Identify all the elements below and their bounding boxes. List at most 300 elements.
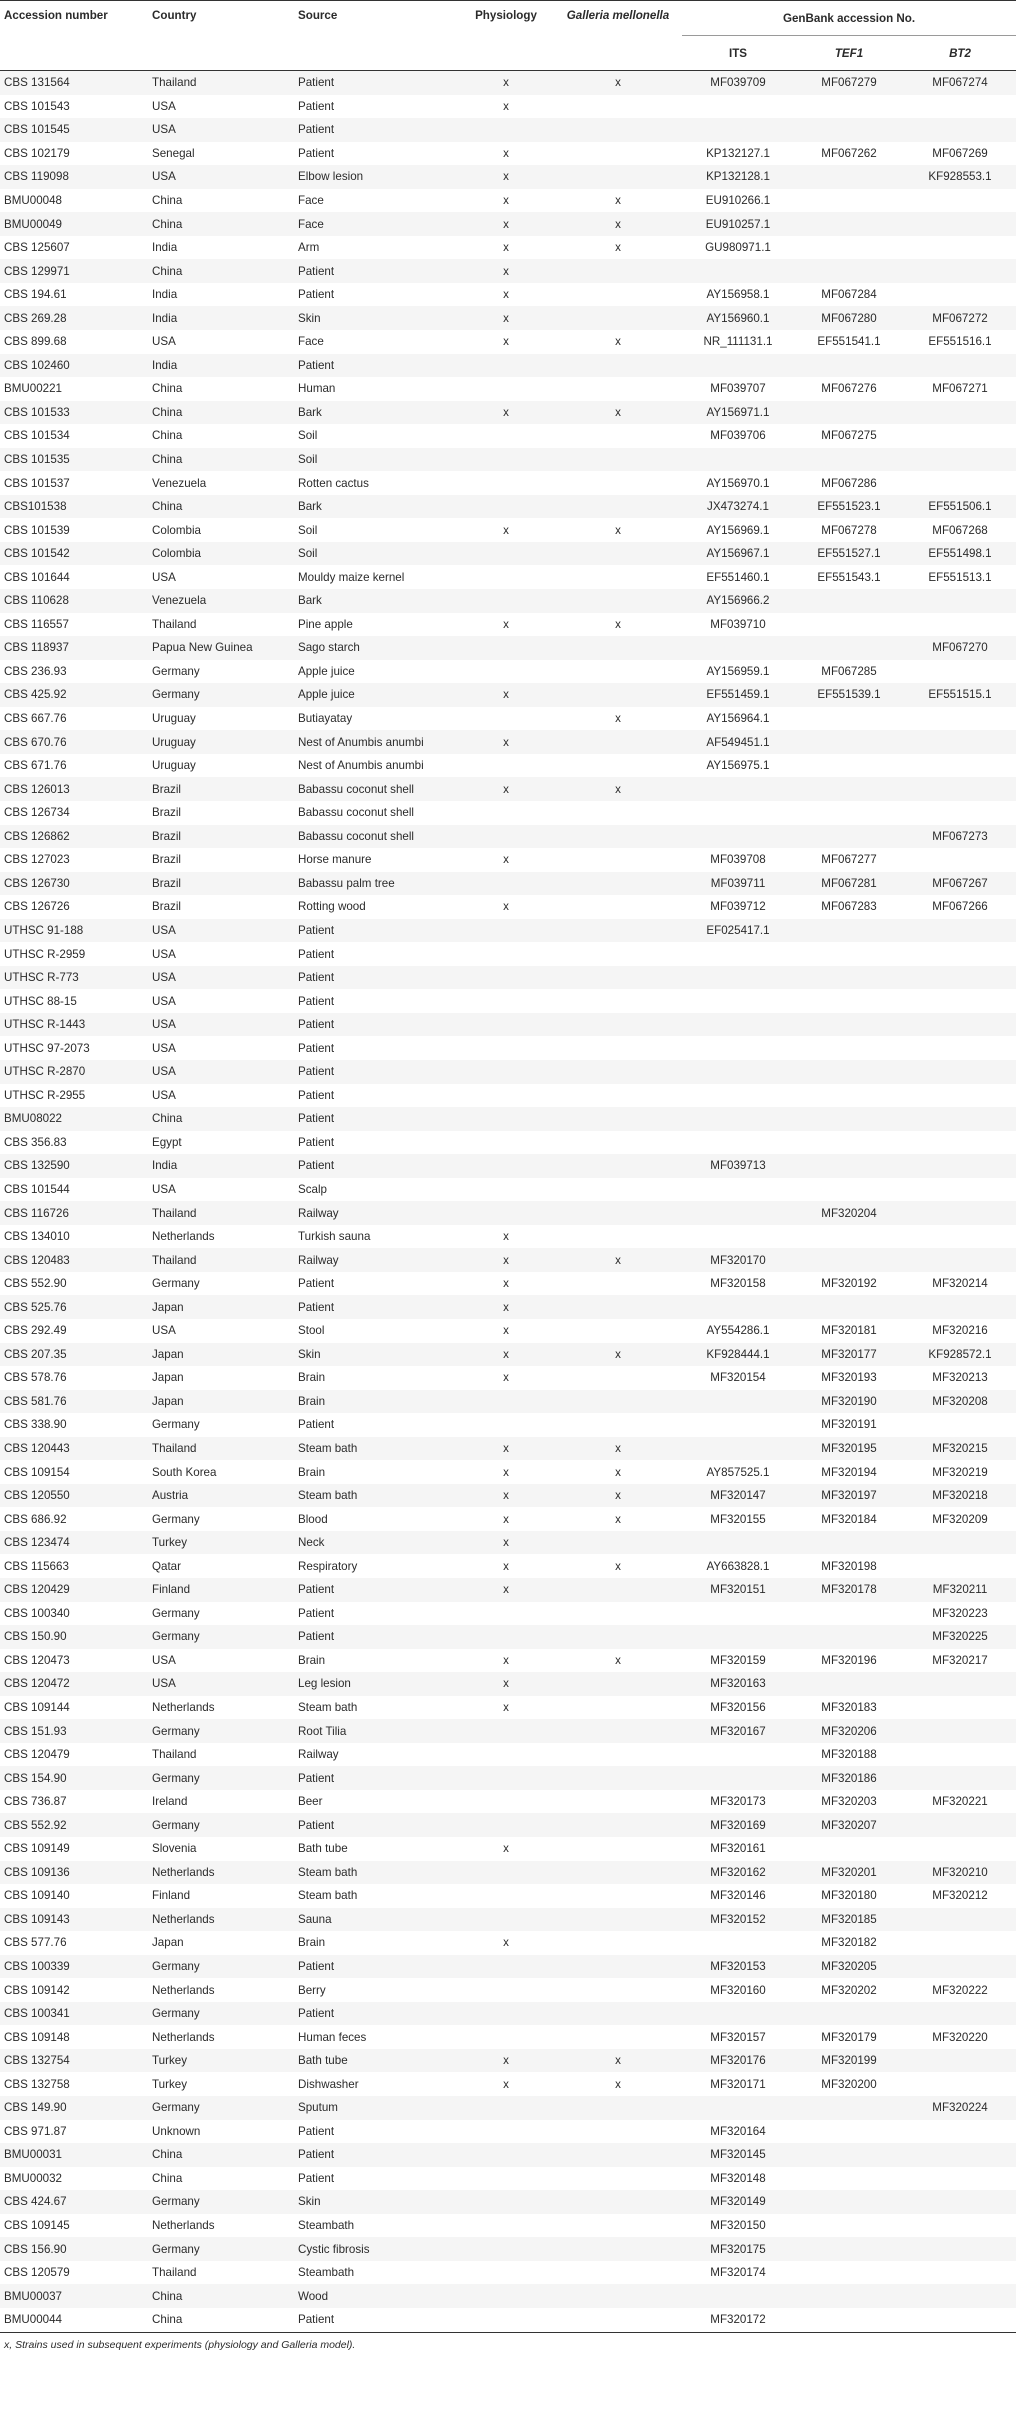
- bt2-cell: KF928572.1: [904, 1343, 1016, 1367]
- table-row: [0, 613, 1016, 637]
- source-cell: Patient: [294, 2167, 458, 2191]
- accession-cell: CBS 109142: [0, 1978, 148, 2002]
- its-cell: [682, 2002, 794, 2026]
- bt2-cell: MF067267: [904, 872, 1016, 896]
- accession-cell: CBS 120443: [0, 1437, 148, 1461]
- country-cell: Japan: [148, 1295, 294, 1319]
- tef1-cell: MF067279: [794, 71, 904, 95]
- galleria-cell: [554, 1060, 682, 1084]
- source-cell: Patient: [294, 2143, 458, 2167]
- tef1-cell: MF320186: [794, 1766, 904, 1790]
- its-cell: [682, 1131, 794, 1155]
- its-cell: MF039712: [682, 895, 794, 919]
- table-row: [0, 354, 1016, 378]
- its-cell: [682, 1036, 794, 1060]
- bt2-cell: [904, 2143, 1016, 2167]
- tef1-cell: MF067276: [794, 377, 904, 401]
- accession-cell: BMU00032: [0, 2167, 148, 2191]
- its-cell: AY156959.1: [682, 660, 794, 684]
- tef1-cell: [794, 636, 904, 660]
- source-cell: Patient: [294, 1602, 458, 1626]
- its-cell: AY554286.1: [682, 1319, 794, 1343]
- tef1-cell: MF320177: [794, 1343, 904, 1367]
- galleria-cell: [554, 1154, 682, 1178]
- its-cell: EU910257.1: [682, 212, 794, 236]
- source-cell: Skin: [294, 306, 458, 330]
- table-row: [0, 1013, 1016, 1037]
- accession-cell: CBS 101543: [0, 95, 148, 119]
- its-cell: AY156964.1: [682, 707, 794, 731]
- galleria-cell: x: [554, 330, 682, 354]
- bt2-cell: [904, 660, 1016, 684]
- accession-cell: CBS 115663: [0, 1554, 148, 1578]
- physiology-cell: [458, 1060, 554, 1084]
- its-cell: EF025417.1: [682, 919, 794, 943]
- table-row: [0, 2214, 1016, 2238]
- its-cell: [682, 118, 794, 142]
- tef1-cell: MF067281: [794, 872, 904, 896]
- tef1-cell: MF067285: [794, 660, 904, 684]
- source-cell: Butiayatay: [294, 707, 458, 731]
- bt2-cell: MF320212: [904, 1884, 1016, 1908]
- physiology-cell: [458, 424, 554, 448]
- physiology-cell: [458, 825, 554, 849]
- bt2-cell: EF551506.1: [904, 495, 1016, 519]
- bt2-cell: [904, 2261, 1016, 2285]
- tef1-cell: MF320178: [794, 1578, 904, 1602]
- accession-cell: CBS 109143: [0, 1908, 148, 1932]
- its-cell: [682, 966, 794, 990]
- its-cell: KF928444.1: [682, 1343, 794, 1367]
- source-cell: Skin: [294, 1343, 458, 1367]
- tef1-cell: [794, 259, 904, 283]
- tef1-cell: MF320197: [794, 1484, 904, 1508]
- source-cell: Bark: [294, 589, 458, 613]
- bt2-cell: [904, 777, 1016, 801]
- source-cell: Rotting wood: [294, 895, 458, 919]
- physiology-cell: [458, 1201, 554, 1225]
- its-cell: EU910266.1: [682, 189, 794, 213]
- tef1-cell: EF551523.1: [794, 495, 904, 519]
- source-cell: Brain: [294, 1649, 458, 1673]
- country-cell: USA: [148, 1060, 294, 1084]
- galleria-cell: [554, 1625, 682, 1649]
- galleria-cell: [554, 2167, 682, 2191]
- accession-cell: CBS 156.90: [0, 2237, 148, 2261]
- its-cell: MF320167: [682, 1719, 794, 1743]
- tef1-cell: MF067262: [794, 142, 904, 166]
- source-cell: Sago starch: [294, 636, 458, 660]
- source-cell: Human: [294, 377, 458, 401]
- tef1-cell: MF067280: [794, 306, 904, 330]
- its-cell: [682, 1413, 794, 1437]
- bt2-cell: [904, 1531, 1016, 1555]
- table-row: [0, 1272, 1016, 1296]
- physiology-cell: [458, 1790, 554, 1814]
- country-cell: Netherlands: [148, 2025, 294, 2049]
- country-cell: Brazil: [148, 848, 294, 872]
- source-cell: Berry: [294, 1978, 458, 2002]
- country-cell: China: [148, 2308, 294, 2332]
- tef1-cell: MF320179: [794, 2025, 904, 2049]
- its-cell: MF039706: [682, 424, 794, 448]
- accession-cell: CBS 525.76: [0, 1295, 148, 1319]
- galleria-cell: [554, 1861, 682, 1885]
- tef1-cell: [794, 730, 904, 754]
- galleria-cell: [554, 825, 682, 849]
- galleria-cell: [554, 1295, 682, 1319]
- country-cell: Turkey: [148, 2072, 294, 2096]
- country-cell: China: [148, 2284, 294, 2308]
- accession-cell: BMU00221: [0, 377, 148, 401]
- bt2-cell: [904, 424, 1016, 448]
- galleria-cell: [554, 1672, 682, 1696]
- country-cell: China: [148, 448, 294, 472]
- physiology-cell: x: [458, 518, 554, 542]
- accession-cell: BMU00044: [0, 2308, 148, 2332]
- galleria-cell: [554, 283, 682, 307]
- physiology-cell: [458, 2120, 554, 2144]
- accession-cell: CBS 150.90: [0, 1625, 148, 1649]
- table-row: [0, 966, 1016, 990]
- bt2-cell: [904, 1154, 1016, 1178]
- physiology-cell: [458, 989, 554, 1013]
- table-row: [0, 848, 1016, 872]
- country-cell: Papua New Guinea: [148, 636, 294, 660]
- country-cell: USA: [148, 942, 294, 966]
- physiology-cell: x: [458, 142, 554, 166]
- tef1-cell: MF320185: [794, 1908, 904, 1932]
- table-row: [0, 1319, 1016, 1343]
- physiology-cell: [458, 1743, 554, 1767]
- source-cell: Patient: [294, 283, 458, 307]
- galleria-cell: [554, 2284, 682, 2308]
- galleria-cell: [554, 2190, 682, 2214]
- source-cell: Face: [294, 330, 458, 354]
- table-row: [0, 401, 1016, 425]
- physiology-cell: x: [458, 1366, 554, 1390]
- its-cell: [682, 942, 794, 966]
- accession-cell: CBS 552.90: [0, 1272, 148, 1296]
- its-cell: [682, 1201, 794, 1225]
- source-cell: Brain: [294, 1931, 458, 1955]
- table-row: [0, 71, 1016, 95]
- source-cell: Cystic fibrosis: [294, 2237, 458, 2261]
- physiology-cell: [458, 754, 554, 778]
- its-cell: MF039707: [682, 377, 794, 401]
- bt2-cell: [904, 1225, 1016, 1249]
- country-cell: USA: [148, 1672, 294, 1696]
- its-cell: MF320146: [682, 1884, 794, 1908]
- source-cell: Rotten cactus: [294, 471, 458, 495]
- bt2-cell: [904, 448, 1016, 472]
- physiology-cell: [458, 636, 554, 660]
- tef1-cell: MF067277: [794, 848, 904, 872]
- country-cell: Netherlands: [148, 1908, 294, 1932]
- tef1-cell: MF320204: [794, 1201, 904, 1225]
- country-cell: USA: [148, 966, 294, 990]
- tef1-cell: [794, 1602, 904, 1626]
- physiology-cell: x: [458, 236, 554, 260]
- source-cell: Soil: [294, 542, 458, 566]
- source-cell: Arm: [294, 236, 458, 260]
- country-cell: Uruguay: [148, 754, 294, 778]
- source-cell: Patient: [294, 1131, 458, 1155]
- physiology-cell: [458, 2190, 554, 2214]
- accession-cell: UTHSC 97-2073: [0, 1036, 148, 1060]
- source-cell: Patient: [294, 2002, 458, 2026]
- table-row: [0, 212, 1016, 236]
- tef1-cell: [794, 1131, 904, 1155]
- country-cell: USA: [148, 1013, 294, 1037]
- bt2-cell: [904, 212, 1016, 236]
- country-cell: Thailand: [148, 1201, 294, 1225]
- its-cell: [682, 1437, 794, 1461]
- source-cell: Brain: [294, 1390, 458, 1414]
- bt2-cell: [904, 2190, 1016, 2214]
- galleria-cell: x: [554, 1554, 682, 1578]
- country-cell: Japan: [148, 1366, 294, 1390]
- physiology-cell: [458, 1766, 554, 1790]
- source-cell: Patient: [294, 2120, 458, 2144]
- source-cell: Steam bath: [294, 1437, 458, 1461]
- accession-cell: CBS 581.76: [0, 1390, 148, 1414]
- tef1-cell: MF320191: [794, 1413, 904, 1437]
- accession-cell: UTHSC 91-188: [0, 919, 148, 943]
- galleria-cell: [554, 872, 682, 896]
- country-cell: USA: [148, 989, 294, 1013]
- physiology-cell: x: [458, 1437, 554, 1461]
- tef1-cell: [794, 2237, 904, 2261]
- table-footnote: x, Strains used in subsequent experiments (physiology and Galleria model).: [4, 2338, 356, 2351]
- table-row: [0, 1766, 1016, 1790]
- galleria-cell: [554, 2120, 682, 2144]
- physiology-cell: x: [458, 1507, 554, 1531]
- table-row: [0, 919, 1016, 943]
- source-cell: Patient: [294, 1413, 458, 1437]
- physiology-cell: [458, 354, 554, 378]
- table-row: [0, 142, 1016, 166]
- galleria-cell: [554, 1790, 682, 1814]
- galleria-cell: x: [554, 1649, 682, 1673]
- country-cell: Senegal: [148, 142, 294, 166]
- accession-cell: CBS 125607: [0, 236, 148, 260]
- country-cell: China: [148, 401, 294, 425]
- tef1-cell: MF320188: [794, 1743, 904, 1767]
- header-source: Source: [294, 1, 458, 71]
- tef1-cell: [794, 2143, 904, 2167]
- galleria-cell: [554, 165, 682, 189]
- bt2-cell: [904, 1813, 1016, 1837]
- galleria-cell: [554, 448, 682, 472]
- table-row: [0, 1507, 1016, 1531]
- physiology-cell: [458, 2096, 554, 2120]
- its-cell: AY156975.1: [682, 754, 794, 778]
- country-cell: USA: [148, 565, 294, 589]
- its-cell: MF320162: [682, 1861, 794, 1885]
- galleria-cell: [554, 1837, 682, 1861]
- country-cell: Ireland: [148, 1790, 294, 1814]
- its-cell: [682, 1225, 794, 1249]
- galleria-cell: [554, 801, 682, 825]
- country-cell: Germany: [148, 1955, 294, 1979]
- accession-cell: BMU00037: [0, 2284, 148, 2308]
- table-row: [0, 259, 1016, 283]
- source-cell: Patient: [294, 1813, 458, 1837]
- physiology-cell: [458, 2167, 554, 2191]
- bt2-cell: [904, 2120, 1016, 2144]
- physiology-cell: [458, 2025, 554, 2049]
- its-cell: AY156970.1: [682, 471, 794, 495]
- physiology-cell: x: [458, 95, 554, 119]
- tef1-cell: EF551541.1: [794, 330, 904, 354]
- physiology-cell: x: [458, 613, 554, 637]
- bt2-cell: KF928553.1: [904, 165, 1016, 189]
- its-cell: [682, 1295, 794, 1319]
- physiology-cell: [458, 1719, 554, 1743]
- accession-cell: CBS 126734: [0, 801, 148, 825]
- table-row: [0, 1578, 1016, 1602]
- source-cell: Sauna: [294, 1908, 458, 1932]
- tef1-cell: [794, 2261, 904, 2285]
- country-cell: Thailand: [148, 71, 294, 95]
- table-header: [0, 1, 1016, 71]
- physiology-cell: x: [458, 1272, 554, 1296]
- accession-cell: CBS 671.76: [0, 754, 148, 778]
- table-row: [0, 989, 1016, 1013]
- table-row: [0, 2261, 1016, 2285]
- galleria-cell: [554, 989, 682, 1013]
- country-cell: USA: [148, 95, 294, 119]
- country-cell: India: [148, 306, 294, 330]
- galleria-cell: x: [554, 1460, 682, 1484]
- bt2-cell: [904, 2072, 1016, 2096]
- bt2-cell: [904, 1013, 1016, 1037]
- bt2-cell: [904, 848, 1016, 872]
- physiology-cell: x: [458, 2049, 554, 2073]
- country-cell: Germany: [148, 2096, 294, 2120]
- its-cell: [682, 1013, 794, 1037]
- galleria-cell: x: [554, 1343, 682, 1367]
- table-row: [0, 1908, 1016, 1932]
- accession-cell: UTHSC 88-15: [0, 989, 148, 1013]
- country-cell: South Korea: [148, 1460, 294, 1484]
- bt2-cell: [904, 754, 1016, 778]
- table-row: [0, 1060, 1016, 1084]
- tef1-cell: MF320203: [794, 1790, 904, 1814]
- tef1-cell: [794, 1178, 904, 1202]
- country-cell: India: [148, 354, 294, 378]
- country-cell: Germany: [148, 1719, 294, 1743]
- its-cell: [682, 777, 794, 801]
- tef1-cell: MF067275: [794, 424, 904, 448]
- its-cell: MF320147: [682, 1484, 794, 1508]
- tef1-cell: [794, 2214, 904, 2238]
- tef1-cell: [794, 1084, 904, 1108]
- table-row: [0, 1978, 1016, 2002]
- tef1-cell: MF320199: [794, 2049, 904, 2073]
- table-row: [0, 2002, 1016, 2026]
- galleria-cell: [554, 966, 682, 990]
- galleria-cell: [554, 1319, 682, 1343]
- country-cell: China: [148, 2143, 294, 2167]
- bt2-cell: [904, 118, 1016, 142]
- its-cell: MF039713: [682, 1154, 794, 1178]
- galleria-cell: x: [554, 613, 682, 637]
- tef1-cell: [794, 1036, 904, 1060]
- its-cell: MF320175: [682, 2237, 794, 2261]
- bt2-cell: MF320219: [904, 1460, 1016, 1484]
- table-row: [0, 2308, 1016, 2332]
- bt2-cell: [904, 1036, 1016, 1060]
- source-cell: Blood: [294, 1507, 458, 1531]
- country-cell: USA: [148, 330, 294, 354]
- galleria-cell: x: [554, 1437, 682, 1461]
- galleria-cell: [554, 471, 682, 495]
- galleria-cell: [554, 542, 682, 566]
- galleria-cell: [554, 1955, 682, 1979]
- galleria-cell: [554, 2025, 682, 2049]
- accession-cell: CBS 425.92: [0, 683, 148, 707]
- galleria-cell: [554, 1602, 682, 1626]
- tef1-cell: [794, 165, 904, 189]
- its-cell: AY156967.1: [682, 542, 794, 566]
- bt2-cell: [904, 919, 1016, 943]
- table-row: [0, 825, 1016, 849]
- bt2-cell: [904, 1743, 1016, 1767]
- table-row: [0, 707, 1016, 731]
- galleria-cell: [554, 495, 682, 519]
- galleria-cell: x: [554, 518, 682, 542]
- source-cell: Nest of Anumbis anumbi: [294, 754, 458, 778]
- physiology-cell: x: [458, 777, 554, 801]
- galleria-cell: [554, 1743, 682, 1767]
- table-row: [0, 2284, 1016, 2308]
- accession-cell: UTHSC R-2955: [0, 1084, 148, 1108]
- country-cell: Venezuela: [148, 471, 294, 495]
- its-cell: AY156969.1: [682, 518, 794, 542]
- bt2-cell: [904, 1955, 1016, 1979]
- country-cell: Japan: [148, 1343, 294, 1367]
- country-cell: USA: [148, 118, 294, 142]
- its-cell: MF320164: [682, 2120, 794, 2144]
- physiology-cell: [458, 2261, 554, 2285]
- its-cell: MF320153: [682, 1955, 794, 1979]
- accession-cell: UTHSC R-773: [0, 966, 148, 990]
- bt2-cell: [904, 2308, 1016, 2332]
- its-cell: [682, 825, 794, 849]
- source-cell: Turkish sauna: [294, 1225, 458, 1249]
- tef1-cell: EF551539.1: [794, 683, 904, 707]
- accession-cell: CBS 101644: [0, 565, 148, 589]
- source-cell: Bath tube: [294, 1837, 458, 1861]
- its-cell: KP132127.1: [682, 142, 794, 166]
- physiology-cell: [458, 1955, 554, 1979]
- country-cell: Germany: [148, 1813, 294, 1837]
- accession-cell: BMU00031: [0, 2143, 148, 2167]
- table-row: [0, 1036, 1016, 1060]
- galleria-cell: [554, 424, 682, 448]
- its-cell: [682, 2284, 794, 2308]
- its-cell: MF320157: [682, 2025, 794, 2049]
- country-cell: Germany: [148, 1272, 294, 1296]
- table-row: [0, 565, 1016, 589]
- its-cell: MF320171: [682, 2072, 794, 2096]
- physiology-cell: [458, 1413, 554, 1437]
- tef1-cell: MF320182: [794, 1931, 904, 1955]
- accession-cell: CBS 120550: [0, 1484, 148, 1508]
- bt2-cell: MF067272: [904, 306, 1016, 330]
